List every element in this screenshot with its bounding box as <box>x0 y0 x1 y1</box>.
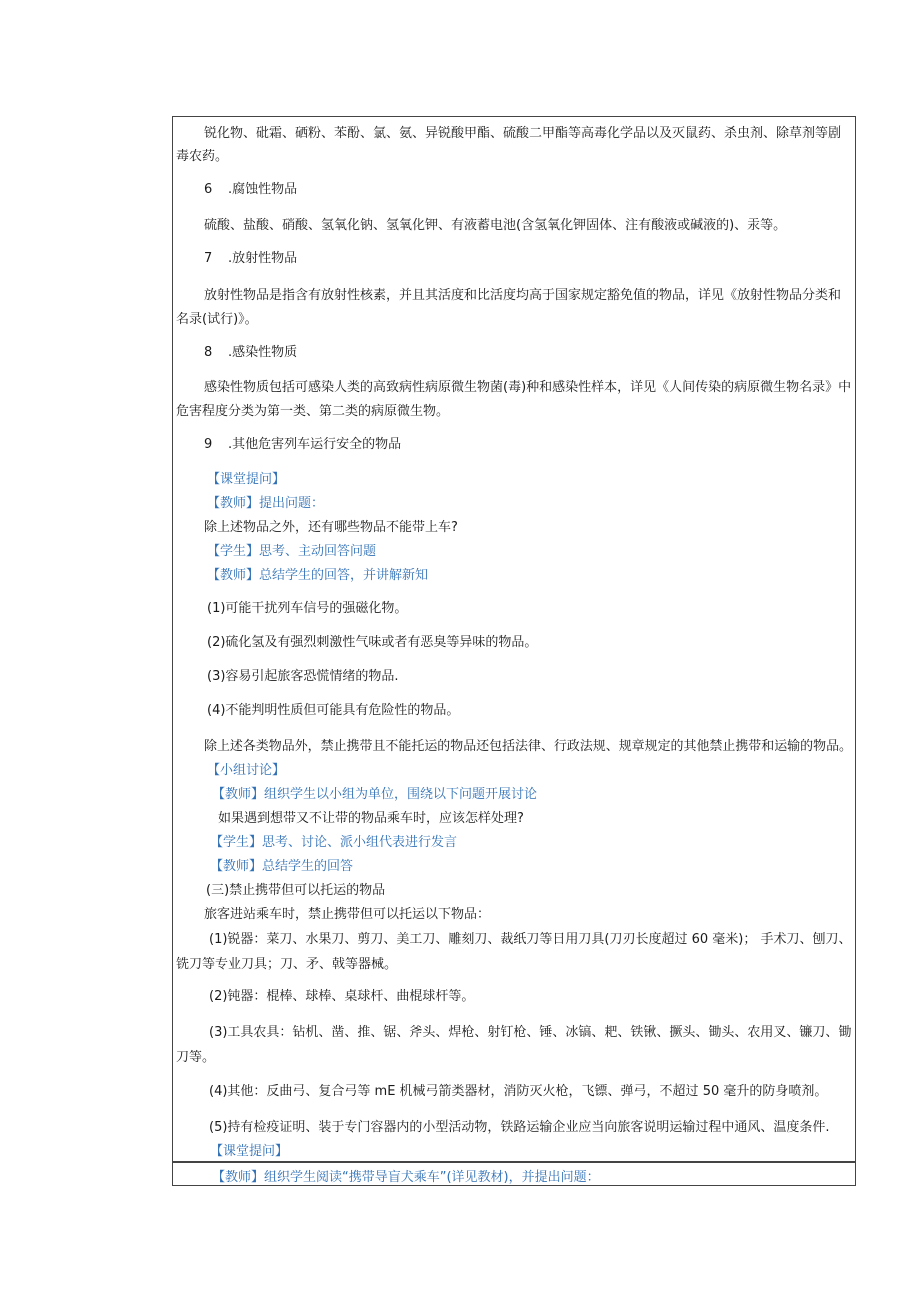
list-item-unidentified: (4)不能判明性质但可能具有危险性的物品。 <box>207 703 460 718</box>
teacher-summary-label: 【教师】总结学生的回答，并讲解新知 <box>207 568 429 583</box>
heading-text: .其他危害列车运行安全的物品 <box>228 437 402 452</box>
classroom-question-label-2: 【课堂提问】 <box>210 1144 289 1159</box>
student-discussion-label: 【学生】思考、讨论、派小组代表进行发言 <box>210 835 458 850</box>
list-item-blunt: (2)钝器：棍棒、球棒、桌球杆、曲棍球杆等。 <box>209 989 475 1004</box>
paragraph-infectious-line1: 感染性物质包括可感染人类的高致病性病原微生物菌(毒)种和感染性样本，详见《人间传染的病原微生物名录》中 <box>204 380 852 395</box>
teacher-organize-label: 【教师】组织学生以小组为单位，围绕以下问题开展讨论 <box>212 787 538 802</box>
paragraph-infectious-line2: 危害程度分类为第一类、第二类的病原微生物。 <box>176 404 450 419</box>
teacher-reading-label: 【教师】组织学生阅读“携带导盲犬乘车”(详见教材)，并提出问题： <box>212 1170 600 1185</box>
paragraph-toxic-line1: 锐化物、砒霜、硒粉、苯酚、氯、氨、异锐酸甲酯、硫酸二甲酯等高毒化学品以及灭鼠药、杀虫剂、除草剂等剧 <box>204 126 842 141</box>
classroom-question-label: 【课堂提问】 <box>207 472 286 487</box>
heading-corrosive <box>204 181 297 198</box>
teacher-summary-label-2: 【教师】总结学生的回答 <box>210 859 354 874</box>
paragraph-other-prohibited: 除上述各类物品外，禁止携带且不能托运的物品还包括法律、行政法规、规章规定的其他禁止携带和运输的物品。 <box>204 739 853 754</box>
group-discussion-label: 【小组讨论】 <box>207 763 286 778</box>
heading-number: 9 <box>204 437 213 452</box>
heading-text: .放射性物品 <box>228 251 298 266</box>
paragraph-checkable-intro: 旅客进站乘车时，禁止携带但可以托运以下物品： <box>204 907 491 922</box>
question-text: 除上述物品之外，还有哪些物品不能带上车? <box>204 520 458 535</box>
heading-number: 8 <box>204 345 213 360</box>
section-heading-checkable: (三)禁止携带但可以托运的物品 <box>206 883 386 898</box>
heading-text: .腐蚀性物品 <box>228 182 298 197</box>
heading-number: 7 <box>204 251 213 266</box>
list-item-panic: (3)容易引起旅客恐慌情绪的物品. <box>207 669 399 684</box>
list-item-magnetic: (1)可能干扰列车信号的强磁化物。 <box>207 601 408 616</box>
list-item-tools-line1: (3)工具农具：钻机、凿、推、锯、斧头、焊枪、射钉枪、锤、冰镐、耙、铁锹、撅头、锄头、农用叉、镰刀、锄 <box>209 1025 852 1040</box>
paragraph-corrosive: 硫酸、盐酸、硝酸、氢氧化钠、氢氧化钾、有液蓄电池(含氢氧化钾固体、注有酸液或碱液的)、汞等。 <box>204 218 787 233</box>
list-item-other: (4)其他：反曲弓、复合弓等 mE 机械弓箭类器材，消防灭火枪，飞镖、弹弓，不超过 50 毫升的防身喷剂。 <box>209 1084 828 1099</box>
student-answer-label: 【学生】思考、主动回答问题 <box>207 544 377 559</box>
paragraph-radioactive-line1: 放射性物品是指含有放射性核素，并且其活度和比活度均高于国家规定豁免值的物品，详见《放射性物品分类和 <box>204 288 842 303</box>
table-row-divider <box>173 1161 855 1163</box>
paragraph-radioactive-line2: 名录(试行)》。 <box>176 312 258 327</box>
discussion-question-text: 如果遇到想带又不让带的物品乘车时，应该怎样处理? <box>218 811 524 826</box>
list-item-sharp-line1: (1)锐器：菜刀、水果刀、剪刀、美工刀、雕刻刀、裁纸刀等日用刀具(刀刃长度超过 60 毫米)； 手术刀、刨刀、 <box>209 932 852 947</box>
paragraph-toxic-line2: 毒农药。 <box>176 149 229 164</box>
heading-infectious <box>204 344 297 361</box>
heading-other-hazard <box>204 436 401 453</box>
list-item-odor: (2)硫化氢及有强烈刺激性气味或者有恶臭等异味的物品。 <box>207 635 538 650</box>
heading-number: 6 <box>204 182 213 197</box>
heading-text: .感染性物质 <box>228 345 298 360</box>
heading-radioactive <box>204 250 297 267</box>
list-item-sharp-line2: 铣刀等专业刀具；刀、矛、戟等器械。 <box>176 957 398 972</box>
list-item-animals: (5)持有检疫证明、装于专门容器内的小型活动物，铁路运输企业应当向旅客说明运输过程中通风、温度条件. <box>209 1120 830 1135</box>
list-item-tools-line2: 刀等。 <box>176 1050 216 1065</box>
teacher-question-label: 【教师】提出问题： <box>207 496 325 511</box>
